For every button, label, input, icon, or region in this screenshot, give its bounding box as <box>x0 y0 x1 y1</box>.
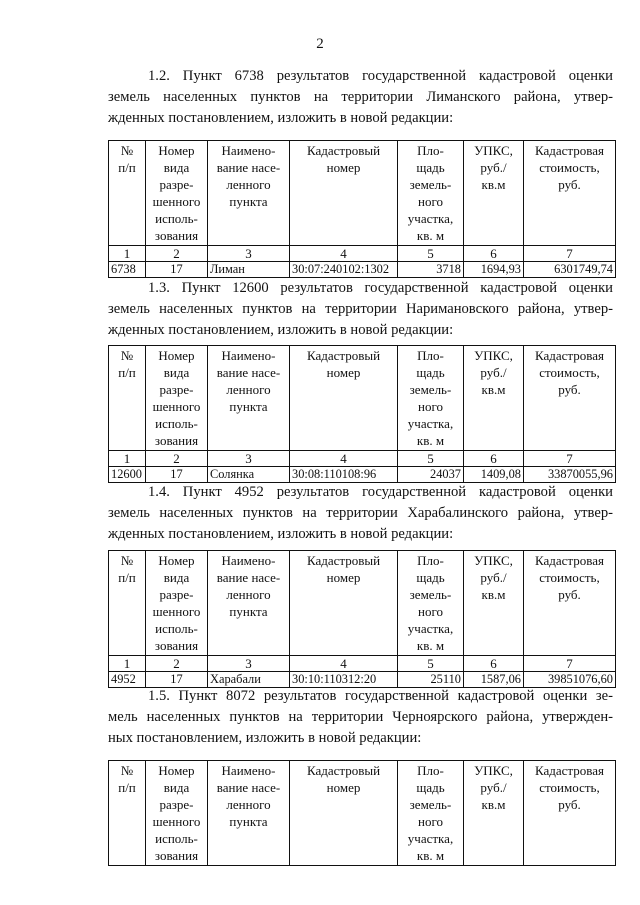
header-line: Пло- <box>417 763 444 778</box>
table-cell: 39851076,60 <box>524 672 616 688</box>
header-line: шенного <box>152 814 201 829</box>
table-header-row <box>109 346 616 451</box>
header-line: руб./ <box>480 570 507 585</box>
header-line: Номер <box>158 763 195 778</box>
header-line: п/п <box>118 570 136 585</box>
header-line: кв.м <box>481 797 506 812</box>
column-number-cell: 3 <box>208 246 290 262</box>
header-line: УПКС, <box>474 553 513 568</box>
table-cell: 30:08:110108:96 <box>290 467 398 483</box>
header-cell <box>524 761 616 866</box>
cadastral-table-1-4 <box>108 550 616 688</box>
header-cell <box>146 141 208 246</box>
column-number-cell: 1 <box>109 451 146 467</box>
header-cell <box>208 761 290 866</box>
column-number-cell: 5 <box>398 656 464 672</box>
header-line: участка, <box>407 621 454 636</box>
header-line: руб. <box>558 587 581 602</box>
column-number-cell: 4 <box>290 656 398 672</box>
cadastral-table-1-5 <box>108 760 616 866</box>
header-line: № <box>120 348 134 363</box>
header-line: ленного <box>226 587 271 602</box>
header-line: зования <box>154 848 199 863</box>
paragraph-line: 1.3. Пункт 12600 результатов государственной кадастровой оценки <box>148 280 613 296</box>
header-line: земель- <box>409 177 452 192</box>
column-number-cell: 6 <box>464 451 524 467</box>
header-line: вание насе- <box>216 780 281 795</box>
header-line: шенного <box>152 194 201 209</box>
table-cell: Солянка <box>208 467 290 483</box>
table-cell: 24037 <box>398 467 464 483</box>
column-number-cell: 5 <box>398 451 464 467</box>
table-cell: 17 <box>146 672 208 688</box>
header-line: разре- <box>159 797 194 812</box>
header-line: Кадастровая <box>535 348 604 363</box>
table-cell: 33870055,96 <box>524 467 616 483</box>
header-cell <box>524 551 616 656</box>
header-cell <box>464 761 524 866</box>
header-line: Кадастровый <box>306 763 381 778</box>
header-line: участка, <box>407 831 454 846</box>
header-cell <box>398 346 464 451</box>
header-cell <box>146 761 208 866</box>
header-line: пункта <box>229 814 268 829</box>
paragraph-line: жденных постановлением, изложить в новой редакции: <box>108 322 454 338</box>
header-line: кв. м <box>416 433 445 448</box>
section-paragraph-1-4 <box>108 482 613 545</box>
header-line: № <box>120 763 134 778</box>
header-line: зования <box>154 228 199 243</box>
header-line: Кадастровая <box>535 553 604 568</box>
header-cell <box>290 141 398 246</box>
header-line: Номер <box>158 143 195 158</box>
table-cell: 1409,08 <box>464 467 524 483</box>
header-line: исполь- <box>155 621 198 636</box>
header-line: вание насе- <box>216 160 281 175</box>
table-header-row <box>109 551 616 656</box>
header-cell <box>464 141 524 246</box>
header-line: вида <box>163 160 190 175</box>
header-line: кв. м <box>416 848 445 863</box>
header-cell <box>208 141 290 246</box>
section-paragraph-1-2 <box>108 66 613 129</box>
header-cell <box>398 761 464 866</box>
column-number-cell: 5 <box>398 246 464 262</box>
header-line: Наимено- <box>221 763 276 778</box>
header-line: зования <box>154 433 199 448</box>
table-header-row <box>109 761 616 866</box>
header-cell <box>290 761 398 866</box>
header-line: № <box>120 553 134 568</box>
header-line: вание насе- <box>216 570 281 585</box>
header-line: Кадастровый <box>306 553 381 568</box>
header-line: руб./ <box>480 160 507 175</box>
table-continuation-clip <box>100 760 625 905</box>
header-line: п/п <box>118 160 136 175</box>
table-cell: 6738 <box>109 262 146 278</box>
table-cell: Харабали <box>208 672 290 688</box>
column-number-cell: 1 <box>109 656 146 672</box>
header-line: Кадастровый <box>306 143 381 158</box>
header-cell <box>290 551 398 656</box>
header-line: номер <box>326 570 361 585</box>
header-line: руб. <box>558 382 581 397</box>
header-line: пункта <box>229 194 268 209</box>
table-cell: 25110 <box>398 672 464 688</box>
header-line: Кадастровая <box>535 763 604 778</box>
paragraph-line: 1.2. Пункт 6738 результатов государственной кадастровой оценки <box>148 68 613 84</box>
header-line: ного <box>418 604 443 619</box>
header-line: вида <box>163 570 190 585</box>
header-line: стоимость, <box>539 570 600 585</box>
paragraph-line: земель населенных пунктов на территории Лиманского района, утвер- <box>108 89 613 105</box>
header-line: кв.м <box>481 177 506 192</box>
header-cell <box>290 346 398 451</box>
header-line: номер <box>326 160 361 175</box>
header-line: пункта <box>229 604 268 619</box>
header-line: участка, <box>407 416 454 431</box>
paragraph-line: жденных постановлением, изложить в новой редакции: <box>108 110 454 126</box>
header-line: кв.м <box>481 587 506 602</box>
column-number-cell: 7 <box>524 451 616 467</box>
header-line: кв. м <box>416 638 445 653</box>
header-line: кв.м <box>481 382 506 397</box>
header-line: № <box>120 143 134 158</box>
header-line: исполь- <box>155 831 198 846</box>
header-line: ного <box>418 399 443 414</box>
table-cell: 30:07:240102:1302 <box>290 262 398 278</box>
column-number-row <box>109 246 616 262</box>
paragraph-line: земель населенных пунктов на территории Наримановского района, утвер- <box>108 301 613 317</box>
table-cell: 30:10:110312:20 <box>290 672 398 688</box>
header-cell <box>208 346 290 451</box>
table-cell: 1587,06 <box>464 672 524 688</box>
header-line: УПКС, <box>474 763 513 778</box>
table-row <box>109 262 616 278</box>
header-line: Кадастровая <box>535 143 604 158</box>
header-line: разре- <box>159 177 194 192</box>
header-cell <box>524 141 616 246</box>
header-line: земель- <box>409 382 452 397</box>
header-cell <box>464 346 524 451</box>
header-cell <box>398 141 464 246</box>
header-line: стоимость, <box>539 365 600 380</box>
header-cell <box>146 551 208 656</box>
header-line: вида <box>163 365 190 380</box>
header-line: Наимено- <box>221 143 276 158</box>
paragraph-line: 1.5. Пункт 8072 результатов государственной кадастровой оценки зе- <box>148 688 613 704</box>
column-number-row <box>109 656 616 672</box>
cadastral-table-1-2 <box>108 140 616 278</box>
header-line: стоимость, <box>539 780 600 795</box>
column-number-cell: 2 <box>146 656 208 672</box>
column-number-cell: 4 <box>290 451 398 467</box>
header-line: Пло- <box>417 348 444 363</box>
header-line: УПКС, <box>474 348 513 363</box>
header-line: руб./ <box>480 365 507 380</box>
header-line: п/п <box>118 780 136 795</box>
table-cell: 6301749,74 <box>524 262 616 278</box>
section-paragraph-1-3 <box>108 278 613 341</box>
column-number-row <box>109 451 616 467</box>
column-number-cell: 7 <box>524 656 616 672</box>
header-line: вида <box>163 780 190 795</box>
header-line: ленного <box>226 177 271 192</box>
column-number-cell: 1 <box>109 246 146 262</box>
table-cell: 17 <box>146 262 208 278</box>
page-number: 2 <box>316 36 324 52</box>
header-cell <box>398 551 464 656</box>
header-line: ного <box>418 814 443 829</box>
table-cell: 4952 <box>109 672 146 688</box>
table-cell: 17 <box>146 467 208 483</box>
column-number-cell: 2 <box>146 451 208 467</box>
header-line: пункта <box>229 399 268 414</box>
paragraph-line: ных постановлением, изложить в новой редакции: <box>108 730 422 746</box>
column-number-cell: 4 <box>290 246 398 262</box>
header-line: кв. м <box>416 228 445 243</box>
header-line: УПКС, <box>474 143 513 158</box>
header-line: щадь <box>416 365 445 380</box>
header-cell <box>109 761 146 866</box>
header-cell <box>109 346 146 451</box>
header-line: вание насе- <box>216 365 281 380</box>
header-cell <box>524 346 616 451</box>
header-cell <box>109 551 146 656</box>
header-cell <box>464 551 524 656</box>
header-line: ленного <box>226 797 271 812</box>
header-line: Номер <box>158 553 195 568</box>
table-cell: 12600 <box>109 467 146 483</box>
paragraph-line: мель населенных пунктов на территории Черноярского района, утвержден- <box>108 709 613 725</box>
column-number-cell: 3 <box>208 451 290 467</box>
header-cell <box>109 141 146 246</box>
header-line: Кадастровый <box>306 348 381 363</box>
header-line: руб. <box>558 177 581 192</box>
paragraph-line: жденных постановлением, изложить в новой редакции: <box>108 526 454 542</box>
column-number-cell: 6 <box>464 246 524 262</box>
header-line: Номер <box>158 348 195 363</box>
header-line: земель- <box>409 587 452 602</box>
header-line: руб./ <box>480 780 507 795</box>
header-line: Пло- <box>417 553 444 568</box>
header-line: п/п <box>118 365 136 380</box>
header-line: земель- <box>409 797 452 812</box>
column-number-cell: 6 <box>464 656 524 672</box>
column-number-cell: 7 <box>524 246 616 262</box>
header-line: исполь- <box>155 211 198 226</box>
header-line: разре- <box>159 382 194 397</box>
header-line: исполь- <box>155 416 198 431</box>
header-line: руб. <box>558 797 581 812</box>
header-line: разре- <box>159 587 194 602</box>
table-row <box>109 467 616 483</box>
header-cell <box>146 346 208 451</box>
header-line: номер <box>326 365 361 380</box>
table-cell: 3718 <box>398 262 464 278</box>
cadastral-table-1-3 <box>108 345 616 483</box>
table-header-row <box>109 141 616 246</box>
column-number-cell: 2 <box>146 246 208 262</box>
paragraph-line: 1.4. Пункт 4952 результатов государственной кадастровой оценки <box>148 484 613 500</box>
header-line: Наимено- <box>221 553 276 568</box>
header-line: щадь <box>416 780 445 795</box>
paragraph-line: земель населенных пунктов на территории Харабалинского района, утвер- <box>108 505 613 521</box>
header-line: ленного <box>226 382 271 397</box>
header-cell <box>208 551 290 656</box>
header-line: ного <box>418 194 443 209</box>
header-line: щадь <box>416 160 445 175</box>
column-number-cell: 3 <box>208 656 290 672</box>
header-line: участка, <box>407 211 454 226</box>
table-cell: 1694,93 <box>464 262 524 278</box>
header-line: стоимость, <box>539 160 600 175</box>
header-line: шенного <box>152 604 201 619</box>
header-line: щадь <box>416 570 445 585</box>
header-line: зования <box>154 638 199 653</box>
table-cell: Лиман <box>208 262 290 278</box>
header-line: Пло- <box>417 143 444 158</box>
header-line: номер <box>326 780 361 795</box>
header-line: шенного <box>152 399 201 414</box>
header-line: Наимено- <box>221 348 276 363</box>
section-paragraph-1-5 <box>108 686 613 749</box>
